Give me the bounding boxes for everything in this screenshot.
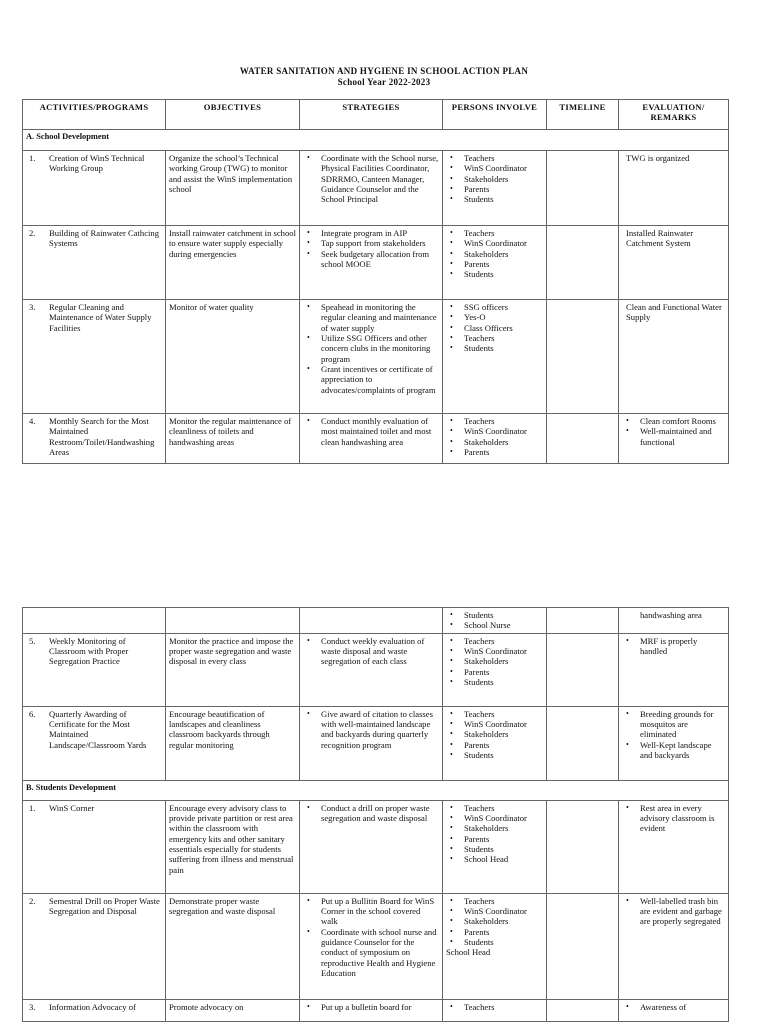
- objective-cell: Install rainwater catchment in school to ensure water supply especially during emergencies: [166, 226, 300, 300]
- list-item: • WinS Coordinator: [464, 906, 543, 916]
- activity-cell: [23, 999, 166, 1021]
- list-item: • Parents: [464, 740, 543, 750]
- row-number: 3.: [29, 1001, 36, 1012]
- table-row: [23, 414, 729, 464]
- list-item: • Well-maintained and functional: [640, 426, 725, 447]
- action-plan-table-page1: [22, 99, 729, 464]
- activity-text: Semestral Drill on Proper Waste Segregation and Disposal: [49, 895, 160, 916]
- table-row: [23, 800, 729, 893]
- strategies-cell: [300, 414, 443, 464]
- list-item: • Well-Kept landscape and backyards: [640, 740, 725, 761]
- header-objectives: OBJECTIVES: [166, 100, 300, 130]
- timeline-cell: [547, 999, 619, 1021]
- strategies-cell: [300, 999, 443, 1021]
- row-number: 5.: [29, 635, 36, 646]
- bullet-list: [303, 896, 439, 979]
- row-number: 4.: [29, 416, 36, 426]
- list-item: • Teachers: [464, 636, 543, 646]
- row-number: 2.: [29, 895, 36, 906]
- list-item: • Students: [464, 750, 543, 760]
- list-item: • WinS Coordinator: [464, 719, 543, 729]
- row-number: 2.: [29, 228, 36, 238]
- objective-cell: Encourage beautification of landscapes and cleanliness classroom backyards through regular monitoring: [166, 706, 300, 780]
- activity-cell: [23, 300, 166, 414]
- list-item: • Utilize SSG Officers and other concern clubs in the monitoring program: [321, 333, 439, 364]
- bullet-list: [622, 636, 725, 657]
- list-item: • Put up a Bullitin Board for WinS Corner in the school covered walk: [321, 896, 439, 927]
- remarks-cell: [619, 226, 729, 300]
- remarks-cell: [619, 414, 729, 464]
- remarks-text: Clean and Functional Water Supply: [626, 302, 722, 323]
- list-item: • Conduct a drill on proper waste segregation and waste disposal: [321, 803, 439, 824]
- row-number: 1.: [29, 802, 36, 813]
- timeline-cell: [547, 633, 619, 706]
- row-number: 1.: [29, 153, 36, 163]
- list-item: • WinS Coordinator: [464, 163, 543, 173]
- list-item: • MRF is properly handled: [640, 636, 725, 657]
- section-row: [23, 130, 729, 151]
- continuation-persons: [443, 608, 547, 634]
- objective-cell: Demonstrate proper waste segregation and waste disposal: [166, 893, 300, 999]
- persons-cell: [443, 226, 547, 300]
- bullet-list: [303, 416, 439, 447]
- activity-cell: [23, 226, 166, 300]
- list-item: • Parents: [464, 184, 543, 194]
- persons-cell: [443, 414, 547, 464]
- table-row: [23, 151, 729, 226]
- section-label: B. Students Development: [23, 780, 729, 800]
- row-number: 6.: [29, 708, 36, 719]
- list-item: • Put up a bulletin board for: [321, 1002, 439, 1012]
- table-row: [23, 893, 729, 999]
- objective-cell: Promote advocacy on: [166, 999, 300, 1021]
- list-item: • School Nurse: [464, 620, 543, 630]
- activity-cell: [23, 706, 166, 780]
- row-number: 3.: [29, 302, 36, 312]
- list-item: • Speahead in monitoring the regular cleaning and maintenance of water supply: [321, 302, 439, 333]
- list-item: • Students: [464, 937, 543, 947]
- bullet-list: [622, 1002, 725, 1012]
- list-item: • Teachers: [464, 1002, 543, 1012]
- activity-cell: [23, 414, 166, 464]
- bullet-list: [303, 1002, 439, 1012]
- list-item: • Seek budgetary allocation from school MOOE: [321, 249, 439, 270]
- section-label: A. School Development: [23, 130, 729, 151]
- list-item: • Stakeholders: [464, 437, 543, 447]
- list-item: • Parents: [464, 667, 543, 677]
- list-item: • Teachers: [464, 709, 543, 719]
- persons-cell: [443, 706, 547, 780]
- list-item: • Students: [464, 269, 543, 279]
- bullet-list: [622, 896, 725, 927]
- bullet-list: [303, 302, 439, 395]
- list-item: • Stakeholders: [464, 729, 543, 739]
- list-item: • Students: [464, 343, 543, 353]
- list-item: • Tap support from stakeholders: [321, 238, 439, 248]
- bullet-list: [303, 803, 439, 824]
- bullet-list: [622, 803, 725, 834]
- list-item: • Yes-O: [464, 312, 543, 322]
- objective-cell: Encourage every advisory class to provide private partition or rest area within the classroom with emergency kits and other sanitary essentials especially for students suffering from illness and menstrual pain: [166, 800, 300, 893]
- list-item: • Well-labelled trash bin are evident and garbage are properly segregated: [640, 896, 725, 927]
- activity-cell: [23, 893, 166, 999]
- timeline-cell: [547, 226, 619, 300]
- list-item: • SSG officers: [464, 302, 543, 312]
- list-item: • Students: [464, 844, 543, 854]
- activity-cell: [23, 633, 166, 706]
- list-item: • Class Officers: [464, 323, 543, 333]
- persons-cell: [443, 800, 547, 893]
- remarks-cell: [619, 800, 729, 893]
- remarks-cell: [619, 633, 729, 706]
- list-item: • Parents: [464, 259, 543, 269]
- list-item: • WinS Coordinator: [464, 426, 543, 436]
- bullet-list: [303, 709, 439, 750]
- list-item: • Breeding grounds for mosquitos are eliminated: [640, 709, 725, 740]
- objective-cell: Monitor of water quality: [166, 300, 300, 414]
- header-timeline: TIMELINE: [547, 100, 619, 130]
- activity-text: Quarterly Awarding of Certificate for the Most Maintained Landscape/Classroom Yards: [49, 708, 147, 750]
- table-row: [23, 226, 729, 300]
- bullet-list: [622, 709, 725, 761]
- objective-cell: Monitor the regular maintenance of cleanliness of toilets and handwashing areas: [166, 414, 300, 464]
- timeline-cell: [547, 706, 619, 780]
- activity-cell: [23, 151, 166, 226]
- continuation-remarks: handwashing area: [619, 608, 729, 634]
- persons-cell: [443, 633, 547, 706]
- activity-text: Monthly Search for the Most Maintained Restroom/Toilet/Handwashing Areas: [49, 416, 155, 457]
- bullet-list: [446, 896, 543, 948]
- list-item: • Teachers: [464, 803, 543, 813]
- bullet-list: [446, 228, 543, 280]
- list-item: • Stakeholders: [464, 656, 543, 666]
- table-row: [23, 633, 729, 706]
- timeline-cell: [547, 414, 619, 464]
- list-item: • Students: [464, 194, 543, 204]
- activity-text: WinS Corner: [49, 802, 95, 813]
- persons-cell: [443, 300, 547, 414]
- list-item: • Parents: [464, 927, 543, 937]
- activity-text: Information Advocacy of: [49, 1001, 136, 1012]
- list-item: • Clean comfort Rooms: [640, 416, 725, 426]
- bullet-list: [446, 153, 543, 205]
- remarks-cell: [619, 706, 729, 780]
- list-item: • Integrate program in AIP: [321, 228, 439, 238]
- table-row: [23, 706, 729, 780]
- table-header-row: [23, 100, 729, 130]
- header-activities: ACTIVITIES/PROGRAMS: [23, 100, 166, 130]
- timeline-cell: [547, 893, 619, 999]
- activity-text: Building of Rainwater Cathcing Systems: [49, 228, 160, 249]
- document-subtitle: School Year 2022-2023: [337, 77, 431, 87]
- list-item: • Grant incentives or certificate of appreciation to advocates/complaints of program: [321, 364, 439, 395]
- remarks-cell: [619, 893, 729, 999]
- bullet-list: [446, 1002, 543, 1012]
- persons-cell: [443, 893, 547, 999]
- bullet-list: [303, 153, 439, 205]
- list-item: • Rest area in every advisory classroom is evident: [640, 803, 725, 834]
- strategies-cell: [300, 300, 443, 414]
- strategies-cell: [300, 151, 443, 226]
- list-item: • Conduct monthly evaluation of most maintained toilet and most clean handwashing area: [321, 416, 439, 447]
- bullet-list: [446, 416, 543, 457]
- document-title: WATER SANITATION AND HYGIENE IN SCHOOL ACTION PLAN: [239, 66, 529, 76]
- list-item: • Teachers: [464, 896, 543, 906]
- section-row: [23, 780, 729, 800]
- list-item: • Conduct weekly evaluation of waste disposal and waste segregation of each class: [321, 636, 439, 667]
- timeline-cell: [547, 151, 619, 226]
- strategies-cell: [300, 226, 443, 300]
- list-item: • Students: [464, 610, 543, 620]
- strategies-cell: [300, 800, 443, 893]
- objective-cell: Organize the school’s Technical working Group (TWG) to monitor and assist the WinS implementation school: [166, 151, 300, 226]
- list-item: • Teachers: [464, 228, 543, 238]
- header-remarks: EVALUATION/ REMARKS: [619, 100, 729, 130]
- list-item: • Stakeholders: [464, 916, 543, 926]
- bullet-list: [303, 636, 439, 667]
- strategies-cell: [300, 633, 443, 706]
- activity-text: Weekly Monitoring of Classroom with Proper Segregation Practice: [49, 635, 129, 667]
- list-item: • Give award of citation to classes with well-maintained landscape and backyards during quarterly recognition program: [321, 709, 439, 750]
- list-item: • WinS Coordinator: [464, 238, 543, 248]
- list-item: • Students: [464, 677, 543, 687]
- list-item: • Parents: [464, 447, 543, 457]
- bullet-list: [446, 302, 543, 354]
- bullet-list: [446, 636, 543, 688]
- bullet-list: [446, 709, 543, 761]
- list-item: • Coordinate with the School nurse, Physical Facilities Coordinator, SDRRMO, Canteen Manager, Guidance Counselor and the School Principal: [321, 153, 439, 205]
- activity-cell: [23, 800, 166, 893]
- list-item: • Teachers: [464, 416, 543, 426]
- list-item: • Awareness of: [640, 1002, 725, 1012]
- action-plan-table-page2: [22, 607, 729, 1022]
- persons-cell: [443, 151, 547, 226]
- remarks-text: TWG is organized: [626, 153, 690, 163]
- strategies-cell: [300, 893, 443, 999]
- continuation-row: [23, 608, 729, 634]
- list-item: • WinS Coordinator: [464, 646, 543, 656]
- bullet-list: [446, 803, 543, 865]
- remarks-text: Installed Rainwater Catchment System: [626, 228, 694, 249]
- list-item: • WinS Coordinator: [464, 813, 543, 823]
- list-item: • Teachers: [464, 333, 543, 343]
- list-item: • Teachers: [464, 153, 543, 163]
- remarks-cell: [619, 300, 729, 414]
- list-item: • Stakeholders: [464, 823, 543, 833]
- remarks-cell: [619, 151, 729, 226]
- header-strategies: STRATEGIES: [300, 100, 443, 130]
- bullet-list: [303, 228, 439, 269]
- table-row: [23, 999, 729, 1021]
- list-item: • Stakeholders: [464, 174, 543, 184]
- list-item: • Stakeholders: [464, 249, 543, 259]
- objective-cell: Monitor the practice and impose the proper waste segregation and waste disposal in every class: [166, 633, 300, 706]
- activity-text: Creation of WinS Technical Working Group: [49, 153, 145, 174]
- list-item: • School Head: [464, 854, 543, 864]
- timeline-cell: [547, 800, 619, 893]
- table-row: [23, 300, 729, 414]
- strategies-cell: [300, 706, 443, 780]
- timeline-cell: [547, 300, 619, 414]
- bullet-list: [622, 416, 725, 447]
- persons-tail: School Head: [446, 947, 491, 958]
- list-item: • Coordinate with school nurse and guidance Counselor for the conduct of symposium on reproductive Health and Hygiene Education: [321, 927, 439, 979]
- persons-cell: [443, 999, 547, 1021]
- list-item: • Parents: [464, 834, 543, 844]
- header-persons: PERSONS INVOLVE: [443, 100, 547, 130]
- activity-text: Regular Cleaning and Maintenance of Water Supply Facilities: [49, 302, 152, 333]
- remarks-cell: [619, 999, 729, 1021]
